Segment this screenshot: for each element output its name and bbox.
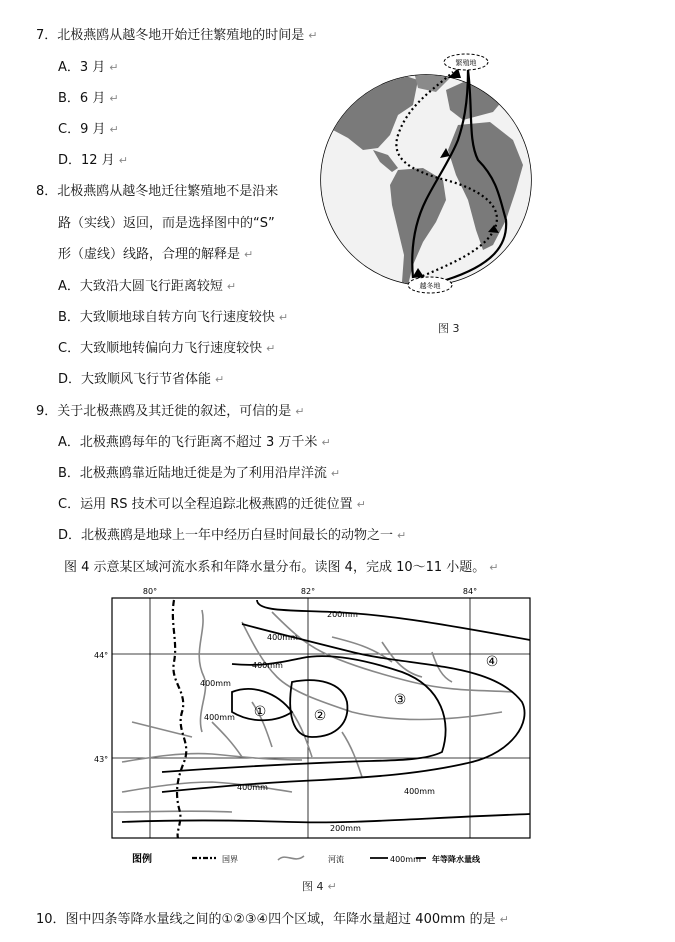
q9-stem: 9．关于北极燕鸥及其迁徙的叙述，可信的是 ↵: [36, 404, 305, 419]
isohyet-label: 200mm: [327, 610, 358, 619]
q9-option-d: D．北极燕鸥是地球上一年中经历白昼时间最长的动物之一 ↵: [58, 528, 407, 543]
q7-stem: 7．北极燕鸥从越冬地开始迁往繁殖地的时间是 ↵: [36, 28, 318, 43]
legend-isohyet: 年等降水量线: [432, 855, 480, 864]
q9-option-a: A．北极燕鸥每年的飞行距离不超过 3 万千米 ↵: [58, 435, 331, 450]
q8-option-d: D．大致顺风飞行节省体能 ↵: [58, 372, 225, 387]
isohyet-label: 200mm: [330, 824, 361, 833]
fig4-legend: [132, 852, 481, 865]
lat-label-43: 43°: [94, 755, 109, 764]
wintering-label: 越冬地: [419, 282, 441, 290]
q10-stem: 10．图中四条等降水量线之间的①②③④四个区域，年降水量超过 400mm 的是 ↵: [36, 912, 509, 927]
isohyet-label: 400mm: [237, 783, 268, 792]
breeding-label: 繁殖地: [455, 59, 477, 67]
lon-label-82: 82°: [300, 587, 316, 596]
region-label-1: ①: [253, 704, 267, 720]
q8-option-c: C．大致顺地转偏向力飞行速度较快 ↵: [58, 341, 276, 356]
q7-option-b: B．6 月 ↵: [58, 91, 119, 106]
fig4-map: [92, 582, 552, 882]
fig4-intro: 图 4 示意某区域河流水系和年降水量分布。读图 4，完成 10～11 小题。 ↵: [64, 560, 499, 575]
q8-option-b: B．大致顺地球自转方向飞行速度较快 ↵: [58, 310, 289, 325]
isohyet-label: 400mm: [404, 787, 435, 796]
legend-title: 图例: [132, 854, 152, 865]
legend-river: 河流: [328, 855, 344, 864]
isohyet-label: 400mm: [204, 713, 235, 722]
isohyet-label: 400mm: [252, 661, 283, 670]
region-label-2: ②: [313, 708, 327, 724]
q8-stem-line2: 路（实线）返回，而是选择图中的“S”: [58, 216, 275, 231]
q7-option-d: D．12 月 ↵: [58, 153, 128, 168]
q7-option-a: A．3 月 ↵: [58, 60, 119, 75]
q7-option-c: C．9 月 ↵: [58, 122, 119, 137]
region-label-4: ④: [485, 654, 499, 670]
isohyet-label: 400mm: [200, 679, 231, 688]
lon-label-84: 84°: [462, 587, 478, 596]
legend-border: 国界: [222, 855, 238, 864]
q8-option-a: A．大致沿大圆飞行距离较短 ↵: [58, 279, 237, 294]
fig3-globe-map: [318, 50, 538, 310]
q8-stem-line3: 形（虚线）线路，合理的解释是 ↵: [58, 247, 254, 262]
isohyet-label: 400mm: [267, 633, 298, 642]
q9-option-c: C．运用 RS 技术可以全程追踪北极燕鸥的迁徙位置 ↵: [58, 497, 366, 512]
lat-label-44: 44°: [94, 651, 109, 660]
fig3-caption: 图 3: [438, 322, 460, 335]
region-label-3: ③: [393, 692, 407, 708]
fig4-caption: 图 4 ↵: [302, 880, 337, 893]
q8-stem-line1: 8．北极燕鸥从越冬地迁往繁殖地不是沿来: [36, 184, 279, 199]
legend-isohyet-value: 400mm: [390, 855, 421, 864]
q9-option-b: B．北极燕鸥靠近陆地迁徙是为了利用沿岸洋流 ↵: [58, 466, 341, 481]
lon-label-80: 80°: [142, 587, 158, 596]
